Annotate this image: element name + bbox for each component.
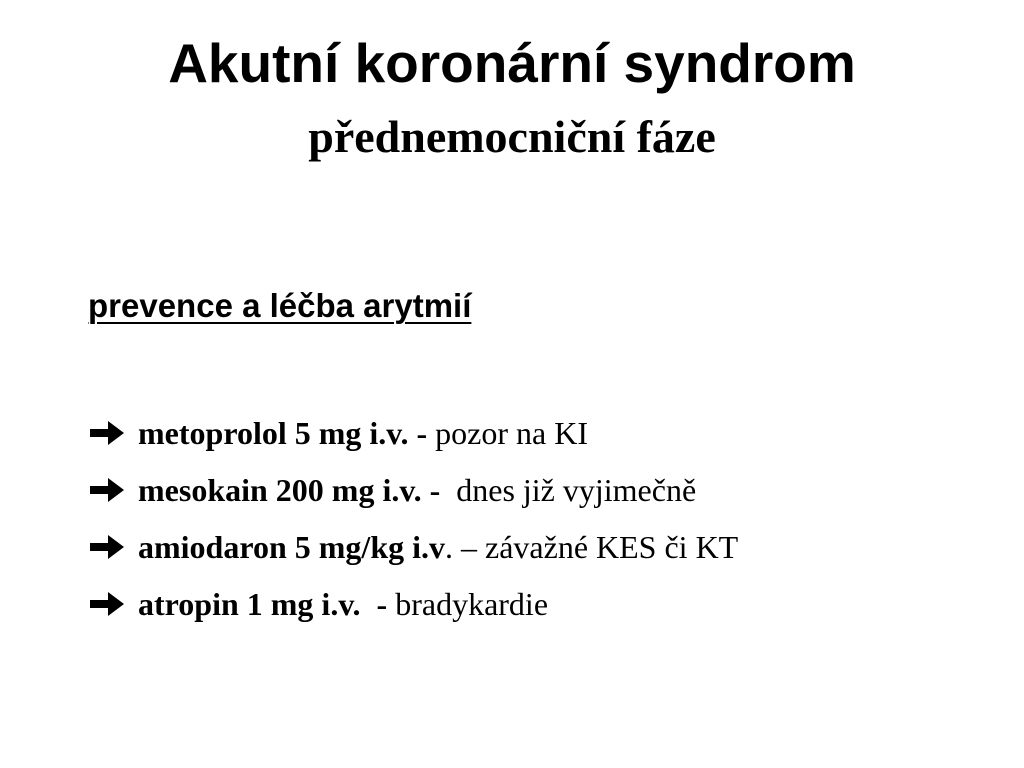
list-item xyxy=(88,575,738,632)
drug-name: metoprolol 5 mg i.v. - xyxy=(138,414,436,451)
right-arrow-icon xyxy=(88,533,126,561)
list-item xyxy=(88,404,738,461)
drug-name: mesokain 200 mg i.v. - xyxy=(138,471,449,508)
right-arrow-icon xyxy=(88,419,126,447)
right-arrow-icon xyxy=(88,476,126,504)
drug-note: dnes již vyjimečně xyxy=(448,471,697,508)
section-heading: prevence a léčba arytmií xyxy=(88,287,472,324)
drug-name: amiodaron 5 mg/kg i.v xyxy=(138,528,445,565)
slide-title: Akutní koronární syndrom xyxy=(168,32,856,94)
drug-note: bradykardie xyxy=(395,585,549,622)
list-item xyxy=(88,461,738,518)
drug-note: pozor na KI xyxy=(435,414,588,451)
drug-list xyxy=(88,404,738,632)
right-arrow-icon xyxy=(88,590,126,618)
drug-name: atropin 1 mg i.v. - xyxy=(138,585,396,622)
slide-subtitle: přednemocniční fáze xyxy=(308,111,716,162)
drug-note: . – závažné KES či KT xyxy=(445,528,739,565)
list-item xyxy=(88,518,738,575)
